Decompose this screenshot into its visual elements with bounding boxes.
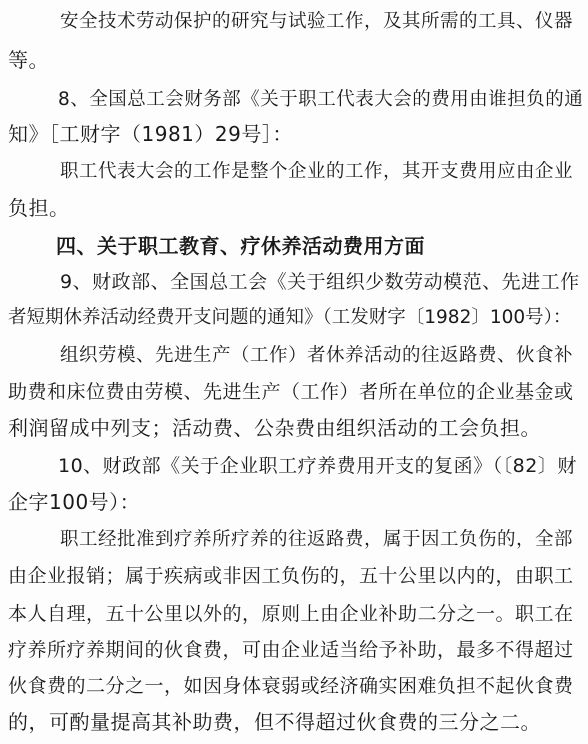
text-line: 由企业报销；属于疾病或非因工负伤的，五十公里以内的，由职工 [8, 565, 574, 587]
text-line: 10、财政部《关于企业职工疗养费用开支的复函》（〔82〕财 [58, 455, 577, 477]
text-line: 疗养所疗养期间的伙食费，可由企业适当给予补助，最多不得超过 [8, 639, 574, 661]
text-line: 等。 [8, 48, 49, 72]
text-line: 负担。 [8, 196, 70, 220]
text-line: 职工代表大会的工作是整个企业的工作，其开支费用应由企业 [60, 161, 574, 182]
text-line: 安全技术劳动保护的研究与试验工作，及其所需的工具、仪器 [60, 11, 574, 32]
text-line: 本人自理，五十公里以外的，原则上由企业补助二分之一。职工在 [8, 603, 574, 625]
text-line: 知》［工财字（1981）29号］： [8, 122, 293, 146]
text-line: 9、财政部、全国总工会《关于组织少数劳动模范、先进工作 [60, 271, 580, 293]
text-line: 职工经批准到疗养所疗养的往返路费，属于因工负伤的，全部 [60, 529, 574, 550]
text-line: 者短期休养活动经费开支问题的通知》（工发财字〔1982〕100号）： [8, 307, 572, 328]
text-line: 的，可酌量提高其补助费，但不得超过伙食费的三分之二。 [8, 710, 541, 734]
text-line: 企字100号）： [8, 490, 141, 514]
text-line: 组织劳模、先进生产（工作）者休养活动的往返路费、伙食补 [60, 345, 574, 366]
text-line: 利润留成中列支；活动费、公杂费由组织活动的工会负担。 [8, 416, 541, 440]
text-line: 8、全国总工会财务部《关于职工代表大会的费用由谁担负的通 [58, 89, 584, 110]
text-line: 伙食费的二分之一，如因身体衰弱或经济确实困难负担不起伙食费 [8, 675, 574, 697]
section-heading: 四、关于职工教育、疗休养活动费用方面 [56, 234, 425, 258]
text-line: 助费和床位费由劳模、先进生产（工作）者所在单位的企业基金或 [8, 381, 574, 403]
